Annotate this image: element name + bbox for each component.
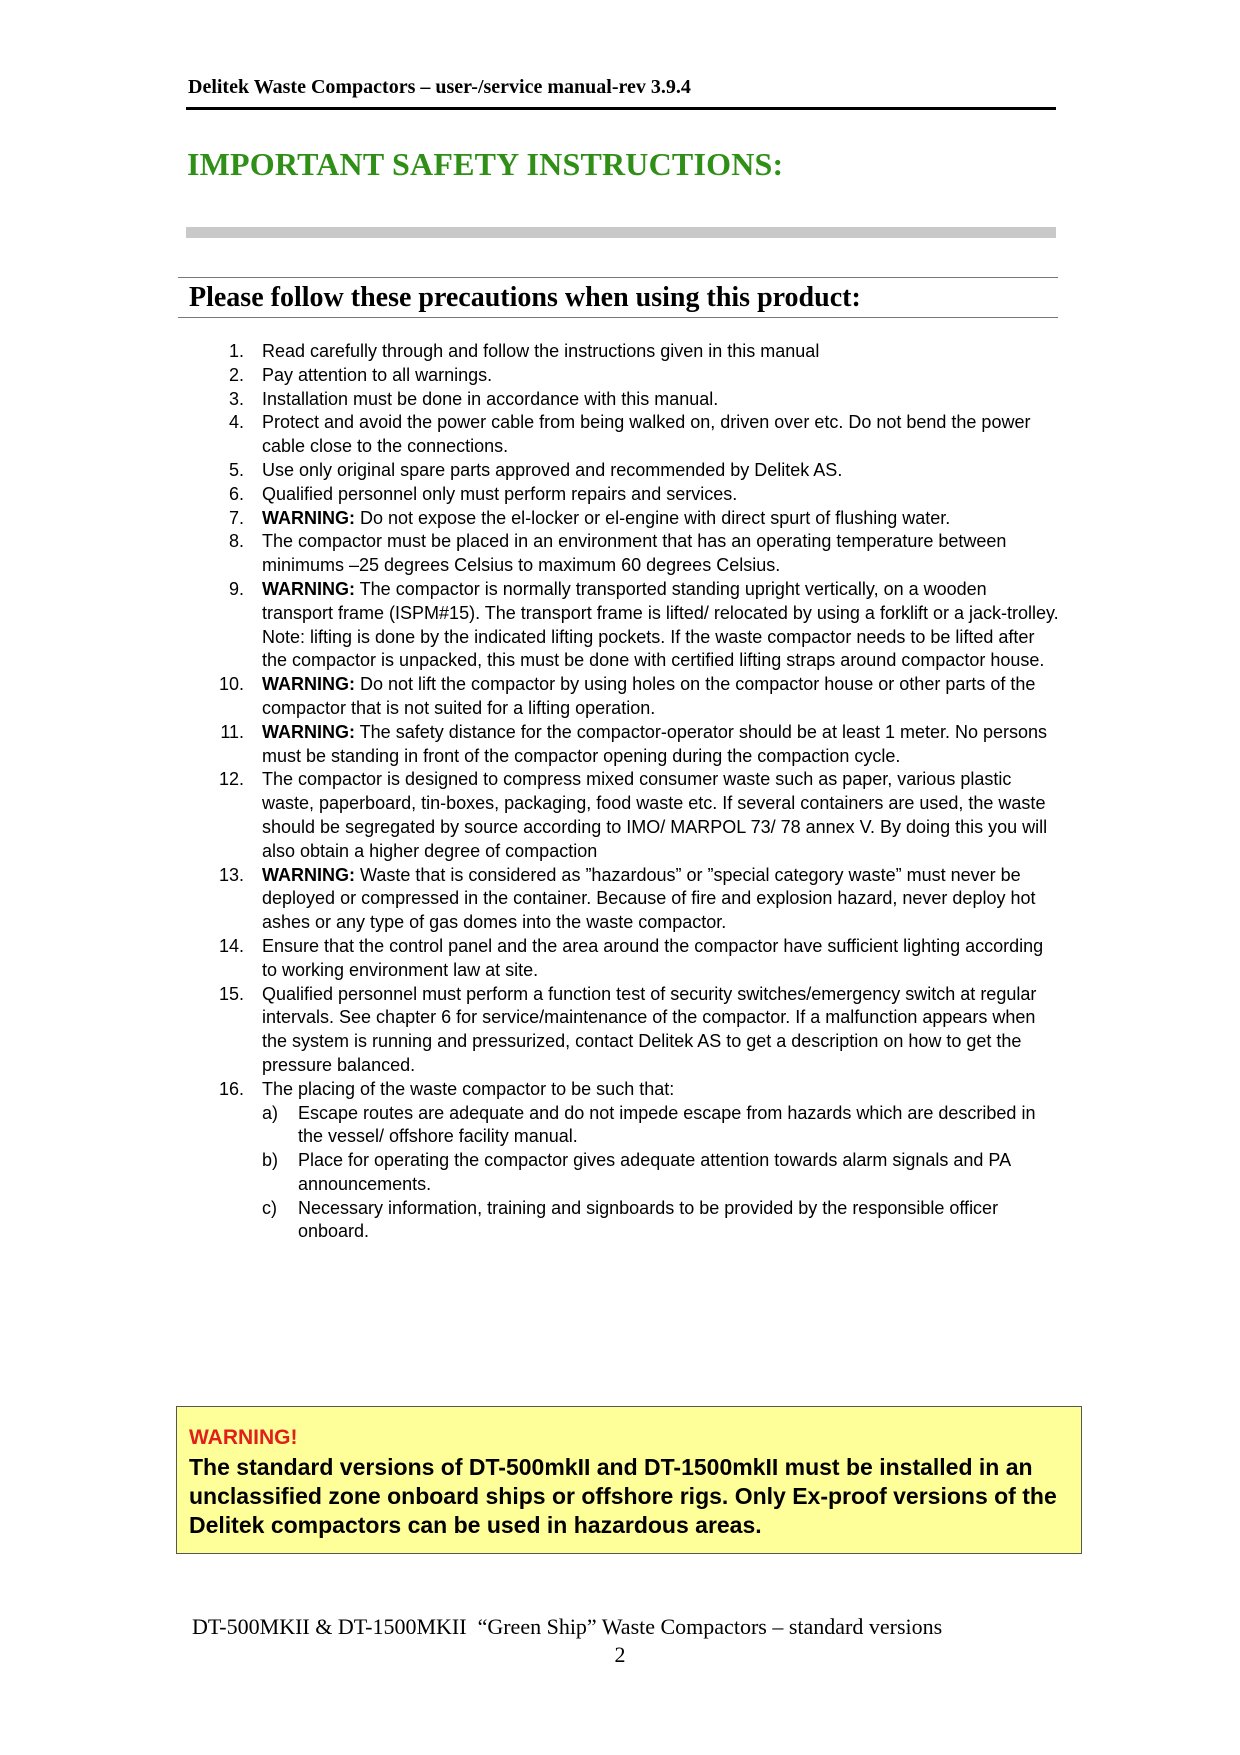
warning-box-label: WARNING!: [189, 1426, 298, 1449]
list-item: [200, 411, 1060, 459]
warning-box-text: The standard versions of DT-500mkII and DT-1500mkII must be installed in an unclassified zone onboard ships or offshore rigs. Only Ex-proof versions of the Delitek compactors can be used in hazardous areas.: [189, 1454, 1057, 1538]
precautions-list: [200, 340, 1060, 1244]
item-number: 6.: [228, 483, 244, 504]
item-text: Ensure that the control panel and the area around the compactor have sufficient lighting according to working environment law at site.: [262, 935, 1044, 980]
sublist-letter: a): [262, 1102, 279, 1123]
list-item: [200, 1078, 1060, 1245]
list-item: [200, 459, 1060, 483]
list-item: [200, 768, 1060, 863]
item-text: Protect and avoid the power cable from being walked on, driven over etc. Do not bend the power cable close to the connections.: [262, 412, 1031, 457]
list-item: [200, 340, 1060, 364]
item-text: Waste that is considered as ”hazardous” or ”special category waste” must never be deployed or compressed in the container. Because of fire and explosion hazard, never deploy hot ashes or any type of gas domes into the waste compactor.: [262, 864, 1036, 933]
item-number: 2.: [228, 364, 244, 385]
item-number: 3.: [228, 388, 244, 409]
item-text: The compactor is designed to compress mixed consumer waste such as paper, various plastic waste, paperboard, tin-boxes, packaging, food waste etc. If several containers are used, the waste should be segregated by source according to IMO/ MARPOL 73/ 78 annex V. By doing this you will also obtain a higher degree of compaction: [262, 769, 1048, 861]
item-text: The compactor must be placed in an environment that has an operating temperature between minimums –25 degrees Celsius to maximum 60 degrees Celsius.: [262, 531, 1007, 576]
item-number: 13.: [218, 864, 244, 885]
item-warning-label: WARNING:: [262, 864, 355, 885]
sublist-item: [262, 1197, 1060, 1245]
item-number: 1.: [228, 341, 244, 361]
item-number: 7.: [228, 507, 244, 528]
sublist-item: [262, 1102, 1060, 1150]
item-number: 4.: [228, 412, 244, 433]
subheading-rule-top: [178, 277, 1058, 278]
footer-text: DT-500MKII & DT-1500MKII “Green Ship” Waste Compactors – standard versions: [192, 1614, 943, 1639]
item-warning-label: WARNING:: [262, 721, 355, 742]
item-text: Pay attention to all warnings.: [262, 364, 493, 385]
main-heading: IMPORTANT SAFETY INSTRUCTIONS:: [187, 146, 784, 182]
sublist-text: Escape routes are adequate and do not impede escape from hazards which are described in the vessel/ offshore facility manual.: [298, 1102, 1036, 1147]
subheading-rule-bottom: [178, 317, 1058, 318]
item-number: 16.: [218, 1078, 244, 1099]
list-item: [200, 388, 1060, 412]
item-number: 11.: [220, 721, 244, 742]
item-text: The placing of the waste compactor to be such that:: [262, 1078, 675, 1099]
item-text: Installation must be done in accordance with this manual.: [262, 388, 719, 409]
item-text: Do not expose the el-locker or el-engine with direct spurt of flushing water.: [355, 507, 951, 528]
sublist-letter: c): [262, 1197, 277, 1218]
list-item: [200, 673, 1060, 721]
list-item: [200, 364, 1060, 388]
list-item: [200, 983, 1060, 1078]
sublist-item: [262, 1149, 1060, 1197]
list-item: [200, 721, 1060, 769]
list-item: [200, 935, 1060, 983]
item-text: The safety distance for the compactor-operator should be at least 1 meter. No persons must be standing in front of the compactor opening during the compaction cycle.: [262, 721, 1048, 766]
list-item: [200, 530, 1060, 578]
placement-sublist: [262, 1102, 1060, 1245]
item-number: 14.: [218, 935, 244, 956]
list-item: [200, 864, 1060, 935]
list-item: [200, 483, 1060, 507]
page-number: 2: [614, 1642, 626, 1667]
item-number: 8.: [228, 531, 244, 552]
list-item: [200, 578, 1060, 673]
item-number: 15.: [218, 983, 244, 1004]
header-title: Delitek Waste Compactors – user-/service manual-rev 3.9.4: [188, 76, 691, 98]
item-warning-label: WARNING:: [262, 507, 355, 528]
item-text: The compactor is normally transported standing upright vertically, on a wooden transport frame (ISPM#15). The transport frame is lifted/ relocated by using a forklift or a jack-trolley. Note: lifting is done by the indicated lifting pockets. If the waste compactor needs to be lifted after the compactor is unpacked, this must be done with certified lifting straps around compactor house.: [262, 578, 1059, 671]
item-number: 9.: [228, 578, 244, 599]
item-text: Use only original spare parts approved and recommended by Delitek AS.: [262, 459, 843, 480]
list-item: [200, 507, 1060, 531]
sublist-text: Necessary information, training and signboards to be provided by the responsible officer onboard.: [298, 1197, 999, 1242]
item-text: Do not lift the compactor by using holes on the compactor house or other parts of the compactor that is not suited for a lifting operation.: [262, 674, 1036, 718]
item-text: Read carefully through and follow the instructions given in this manual: [262, 341, 820, 361]
item-number: 12.: [218, 769, 244, 790]
sub-heading: Please follow these precautions when using this product:: [189, 282, 861, 313]
item-text: Qualified personnel must perform a function test of security switches/emergency switch at regular intervals. See chapter 6 for service/maintenance of the compactor. If a malfunction appears when the system is running and pressurized, contact Delitek AS to get a description on how to get the pressure balanced.: [262, 983, 1037, 1075]
sublist-letter: b): [262, 1150, 279, 1171]
header-rule: [186, 107, 1056, 110]
warning-box: [176, 1406, 1082, 1554]
item-warning-label: WARNING:: [262, 578, 355, 599]
section-divider-bar: [186, 227, 1056, 238]
item-warning-label: WARNING:: [262, 674, 355, 695]
sublist-text: Place for operating the compactor gives adequate attention towards alarm signals and PA announcements.: [298, 1150, 1011, 1194]
item-number: 5.: [228, 459, 244, 480]
item-number: 10.: [218, 674, 244, 695]
item-text: Qualified personnel only must perform repairs and services.: [262, 483, 738, 504]
